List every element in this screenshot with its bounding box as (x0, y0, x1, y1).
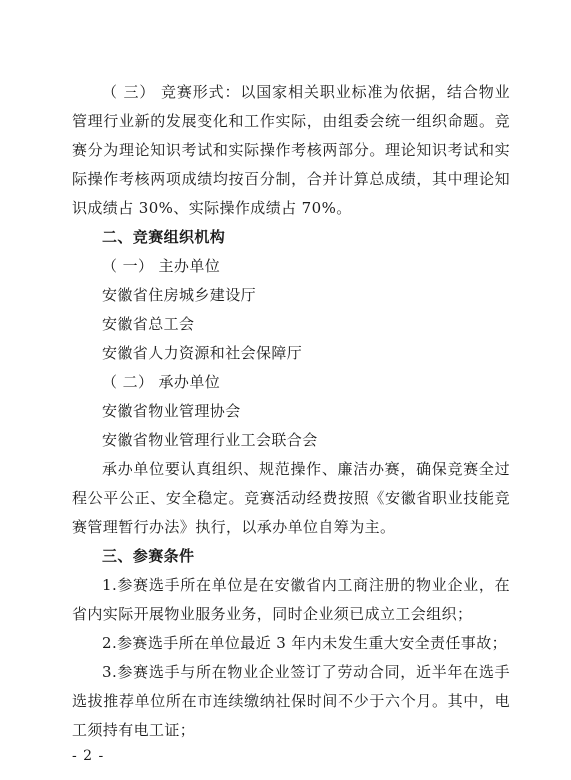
organizer-unit-item: 安徽省物业管理行业工会联合会 (102, 431, 318, 449)
paragraph-organizer-duty: 承办单位要认真组织、规范操作、廉洁办赛，确保竞赛全过程公平公正、安全稳定。竞赛活动经费按照《安徽省职业技能竞赛管理暂行办法》执行，以承办单位自筹为主。 (72, 460, 510, 536)
host-unit-item: 安徽省总工会 (102, 315, 195, 333)
section-heading-organization: 二、竞赛组织机构 (102, 228, 226, 246)
document-body (72, 78, 510, 745)
condition-item: 3.参赛选手与所在物业企业签订了劳动合同，近半年在选手选拔推荐单位所在市连续缴纳社保时间不少于六个月。其中，电工须持有电工证； (72, 663, 510, 739)
page-number: - 2 - (72, 748, 105, 764)
host-unit-item: 安徽省人力资源和社会保障厅 (102, 344, 303, 362)
paragraph-competition-form: （ 三） 竞赛形式：以国家相关职业标准为依据，结合物业管理行业新的发展变化和工作实际，由组委会统一组织命题。竞赛分为理论知识考试和实际操作考核两部分。理论知识考试和实际操作考核两项成绩均按百分制，合并计算总成绩，其中理论知识成绩占 30%、实际操作成绩占 70%。 (72, 83, 510, 217)
subheading-organizer-units: （ 二） 承办单位 (102, 373, 221, 391)
host-unit-item: 安徽省住房城乡建设厅 (102, 286, 257, 304)
subheading-host-units: （ 一） 主办单位 (102, 257, 221, 275)
section-heading-conditions: 三、参赛条件 (102, 547, 195, 565)
condition-item: 1.参赛选手所在单位是在安徽省内工商注册的物业企业，在省内实际开展物业服务业务，同时企业须已成立工会组织； (72, 576, 510, 623)
condition-item: 2.参赛选手所在单位最近 3 年内未发生重大安全责任事故； (102, 634, 507, 652)
organizer-unit-item: 安徽省物业管理协会 (102, 402, 241, 420)
